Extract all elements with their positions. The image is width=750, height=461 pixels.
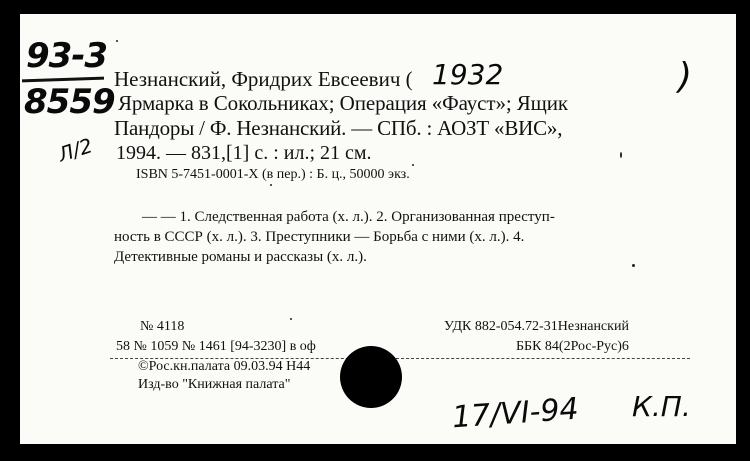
scan-speck — [116, 40, 118, 42]
handwritten-date: 17/VI-94 — [450, 391, 580, 436]
isbn-line: ISBN 5-7451-0001-X (в пер.) : Б. ц., 50000 экз. — [136, 167, 410, 182]
bbk-code: ББК 84(2Рос-Рус)6 — [516, 339, 629, 354]
batch-line: 58 № 1059 № 1461 [94-3230] в оф — [116, 339, 316, 354]
punch-hole — [340, 346, 402, 408]
scan-speck — [620, 152, 622, 158]
publisher-line: Изд-во "Книжная палата" — [138, 377, 291, 392]
scan-speck — [270, 184, 272, 186]
author-line: Незнанский, Фридрих Евсеевич ( — [114, 67, 413, 91]
shelf-mark-top: 93-3 — [26, 36, 108, 76]
side-note: Л/2 — [55, 133, 96, 167]
shelf-mark-bottom: 8559 — [24, 82, 115, 122]
title-line-1: Ярмарка в Сокольниках; Операция «Фауст»; Ящик — [118, 91, 568, 115]
scan-speck — [290, 318, 292, 320]
handwritten-initials: К.П. — [632, 390, 691, 423]
scan-speck — [632, 264, 635, 267]
subject-line-1: — — 1. Следственная работа (х. л.). 2. Организованная преступ- — [142, 209, 555, 225]
title-line-2: Пандоры / Ф. Незнанский. — СПб. : АОЗТ «ВИС», — [114, 116, 563, 140]
author-close-paren: ) — [678, 56, 693, 97]
chamber-line: ©Рос.кн.палата 09.03.94 Н44 — [138, 359, 311, 374]
scan-speck — [412, 164, 414, 166]
subject-line-3: Детективные романы и рассказы (х. л.). — [114, 249, 367, 265]
subject-line-2: ность в СССР (х. л.). 3. Преступники — Борьба с ними (х. л.). 4. — [114, 229, 525, 245]
catalog-card — [20, 14, 736, 444]
author-birth-year: 1932 — [432, 58, 504, 91]
udk-code: УДК 882-054.72-31Незнанский — [444, 319, 629, 334]
publication-line: 1994. — 831,[1] с. : ил.; 21 см. — [116, 142, 372, 164]
order-number: № 4118 — [140, 319, 185, 334]
